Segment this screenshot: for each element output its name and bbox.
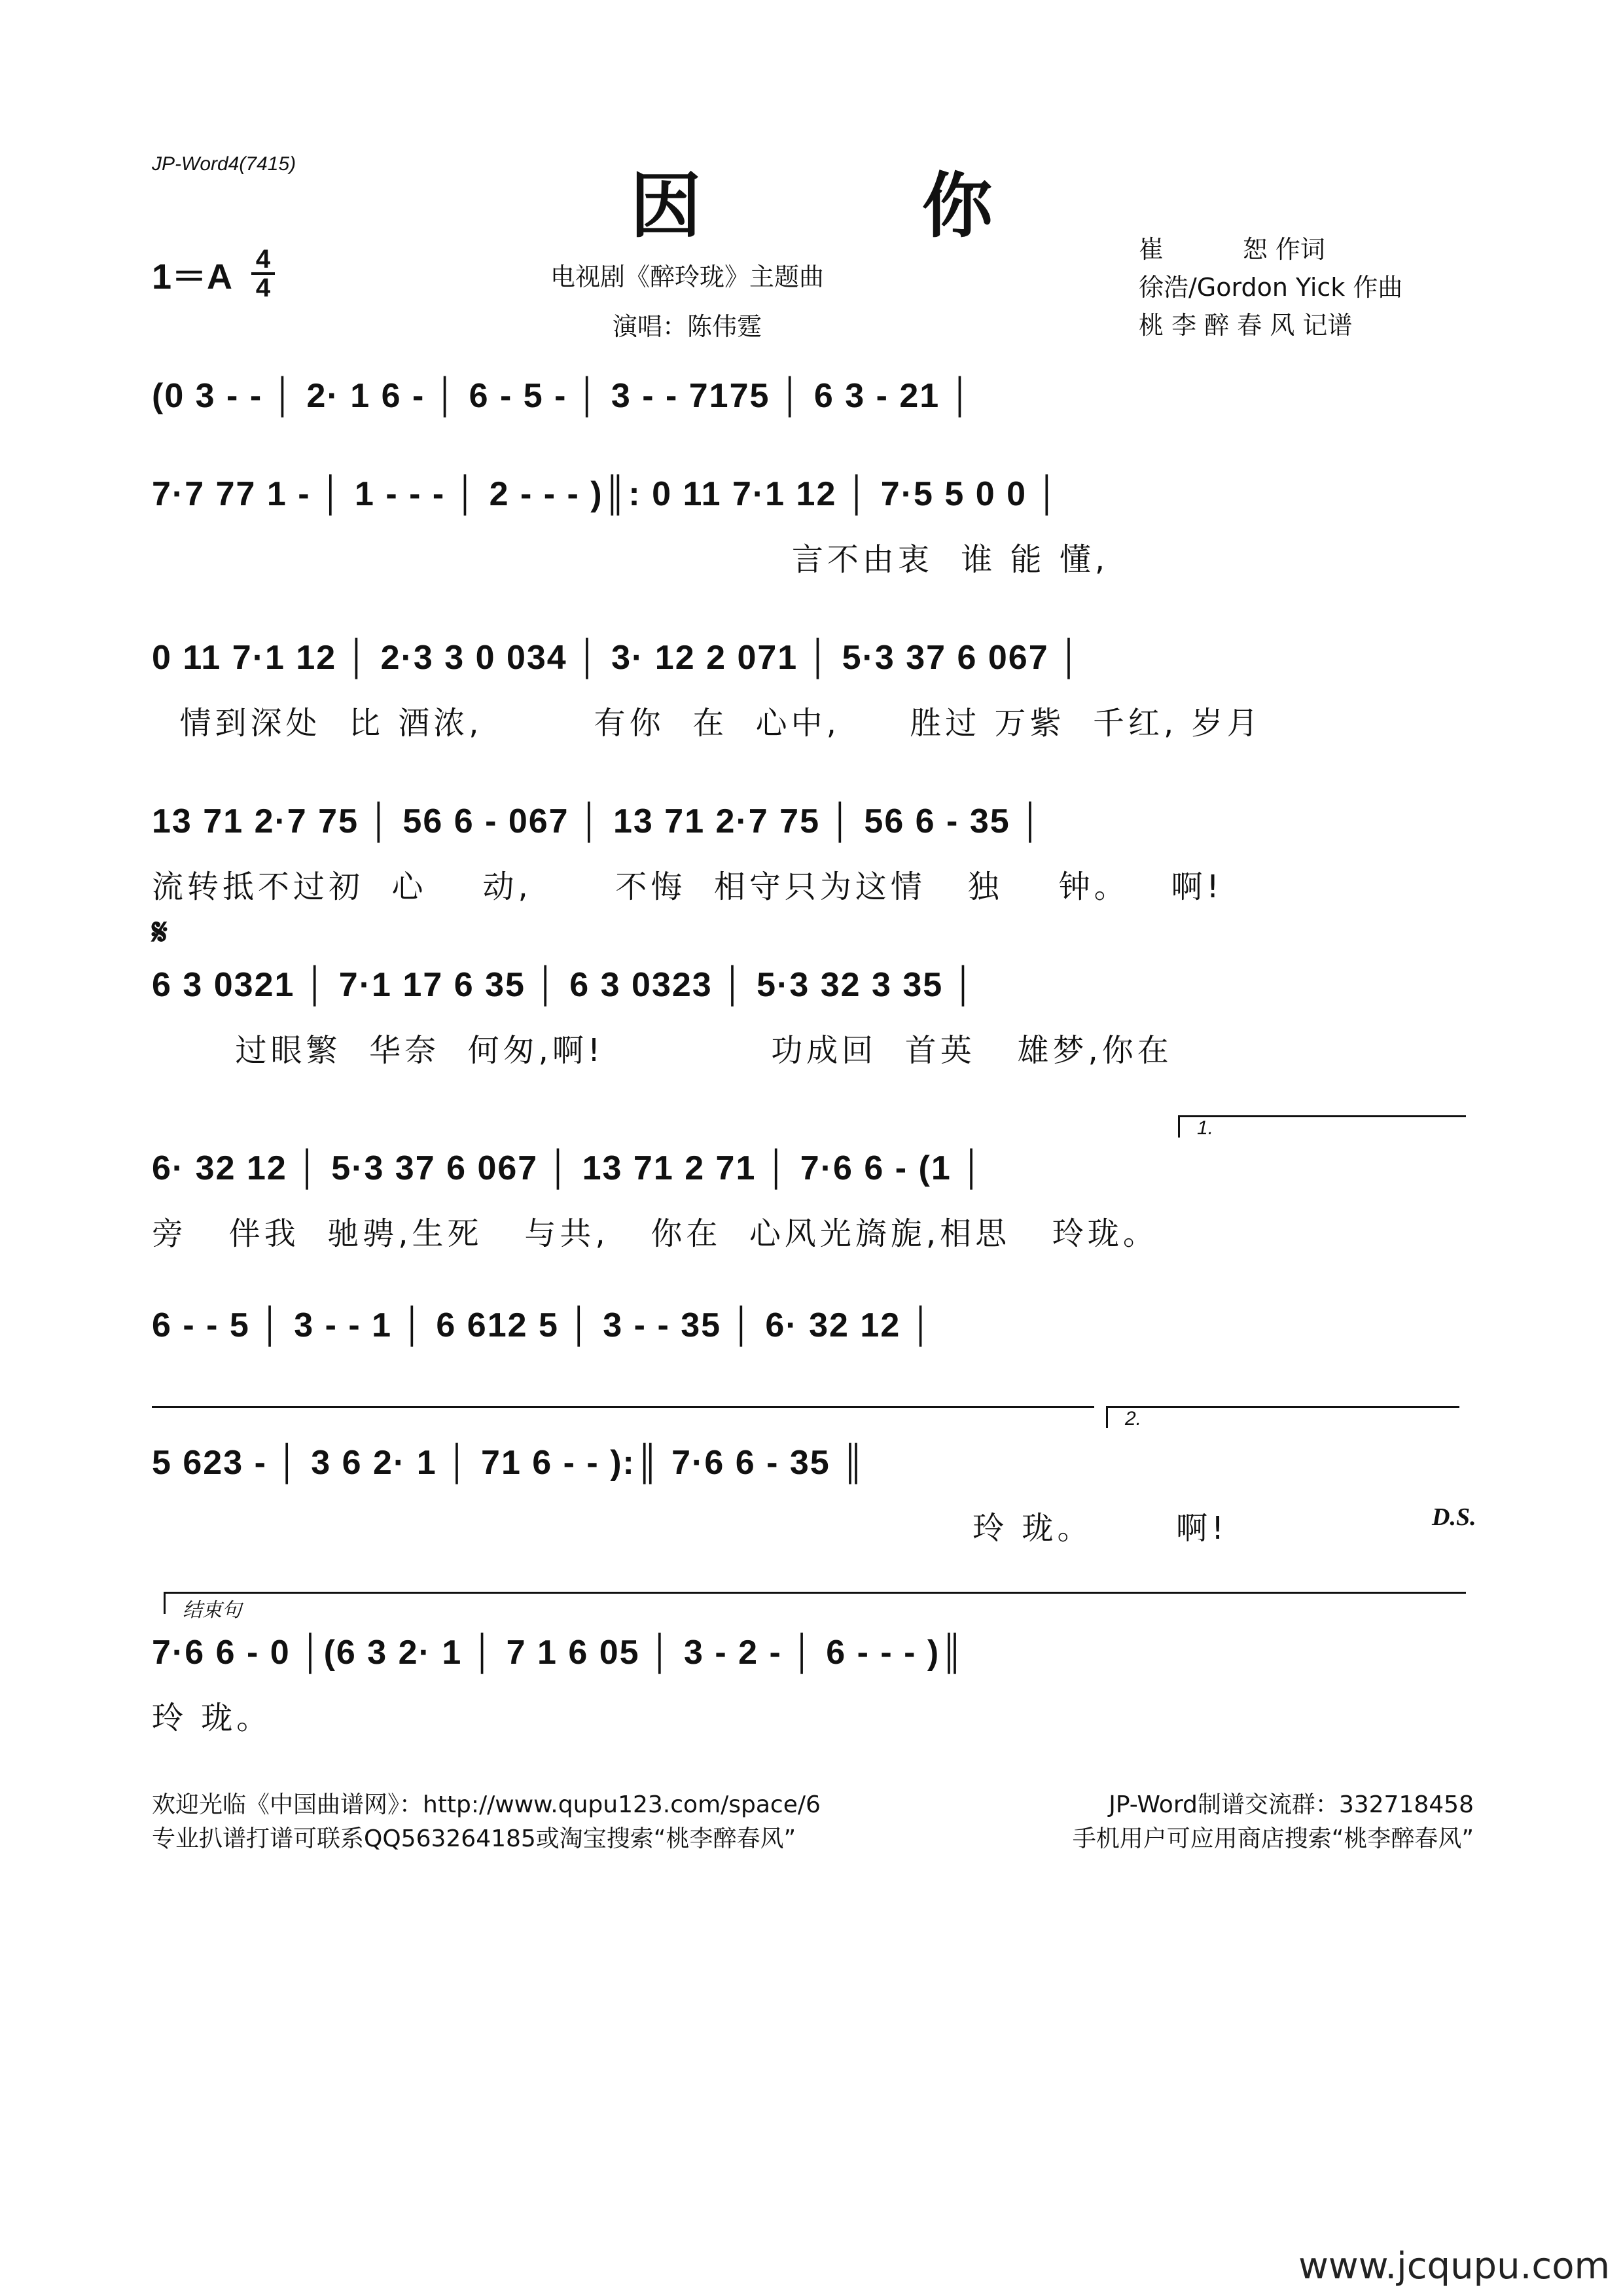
lyrics-line: 玲 珑。 啊! bbox=[152, 1510, 1228, 1547]
time-bottom: 4 bbox=[255, 274, 271, 302]
lyrics-line: 旁 伴我 驰骋,生死 与共, 你在 心风光旖旎,相思 玲珑。 bbox=[152, 1215, 1158, 1252]
notes-line: (0 3 - - │ 2· 1 6 - │ 6 - 5 - │ 3 - - 7175 │ 6 3 - 21 │ bbox=[152, 377, 974, 415]
lyricist: 崔 恕 作词 bbox=[1139, 235, 1325, 264]
notes-line: 0 11 7·1 12 │ 2·3 3 0 034 │ 3· 12 2 071 │ 5·3 37 6 067 │ bbox=[152, 639, 1082, 677]
coda-bracket: 结束句 bbox=[164, 1592, 1466, 1614]
watermark: www.jcqupu.com bbox=[1298, 2245, 1610, 2287]
footer bbox=[152, 1788, 1474, 1856]
notes-line: 7·6 6 - 0 │(6 3 2· 1 │ 7 1 6 05 │ 3 - 2 - │ 6 - - - )║ bbox=[152, 1634, 966, 1672]
segno-sign: 𝄋 bbox=[152, 911, 168, 954]
time-top: 4 bbox=[255, 245, 271, 274]
footer-group: JP-Word制谱交流群：332718458 bbox=[1109, 1791, 1474, 1818]
first-ending-continuation bbox=[152, 1406, 1094, 1408]
footer-contact: 专业扒谱打谱可联系QQ563264185或淘宝搜索“桃李醉春风” bbox=[152, 1825, 796, 1852]
dal-segno-mark: D.S. bbox=[1432, 1503, 1476, 1531]
footer-row-1 bbox=[152, 1788, 1474, 1822]
credits bbox=[1139, 230, 1466, 344]
notes-line: 7·7 77 1 - │ 1 - - - │ 2 - - - )║: 0 11 7·1 12 │ 7·5 5 0 0 │ bbox=[152, 475, 1060, 513]
key-signature: 1＝A bbox=[152, 257, 233, 296]
composer: 徐浩/Gordon Yick 作曲 bbox=[1139, 273, 1403, 302]
footer-row-2 bbox=[152, 1822, 1474, 1856]
footer-website: 欢迎光临《中国曲谱网》：http://www.qupu123.com/space/6 bbox=[152, 1791, 821, 1818]
software-label: JP-Word4(7415) bbox=[152, 153, 296, 175]
notes-line: 5 623 - │ 3 6 2· 1 │ 71 6 - - ):║ 7·6 6 - 35 ║ bbox=[152, 1444, 866, 1482]
notes-line: 13 71 2·7 75 │ 56 6 - 067 │ 13 71 2·7 75 │ 56 6 - 35 │ bbox=[152, 802, 1044, 840]
singer: 演唱：陈伟霆 bbox=[612, 312, 762, 341]
footer-app: 手机用户可应用商店搜索“桃李醉春风” bbox=[1072, 1825, 1474, 1852]
first-ending-bracket: 1. bbox=[1178, 1115, 1466, 1138]
lyrics-line: 情到深处 比 酒浓, 有你 在 心中, 胜过 万紫 千红, 岁月 bbox=[152, 705, 1262, 742]
notes-line: 6· 32 12 │ 5·3 37 6 067 │ 13 71 2 71 │ 7·6 6 - (1 │ bbox=[152, 1149, 985, 1187]
subtitle: 电视剧《醉玲珑》主题曲 bbox=[550, 262, 824, 291]
song-title: 因 你 bbox=[630, 166, 1091, 247]
notes-line: 6 - - 5 │ 3 - - 1 │ 6 612 5 │ 3 - - 35 │ 6· 32 12 │ bbox=[152, 1306, 935, 1344]
lyrics-line: 玲 珑。 bbox=[152, 1700, 272, 1736]
notes-line: 6 3 0321 │ 7·1 17 6 35 │ 6 3 0323 │ 5·3 32 3 35 │ bbox=[152, 966, 977, 1004]
lyrics-line: 过眼繁 华奈 何匆,啊! 功成回 首英 雄梦,你在 bbox=[152, 1032, 1173, 1069]
transcriber: 桃 李 醉 春 风 记谱 bbox=[1139, 311, 1353, 340]
lyrics-line: 言不由衷 谁 能 懂, bbox=[152, 541, 1109, 578]
second-ending-bracket: 2. bbox=[1106, 1406, 1459, 1428]
lyrics-line: 流转抵不过初 心 动, 不悔 相守只为这情 独 钟。 啊! bbox=[152, 869, 1223, 905]
